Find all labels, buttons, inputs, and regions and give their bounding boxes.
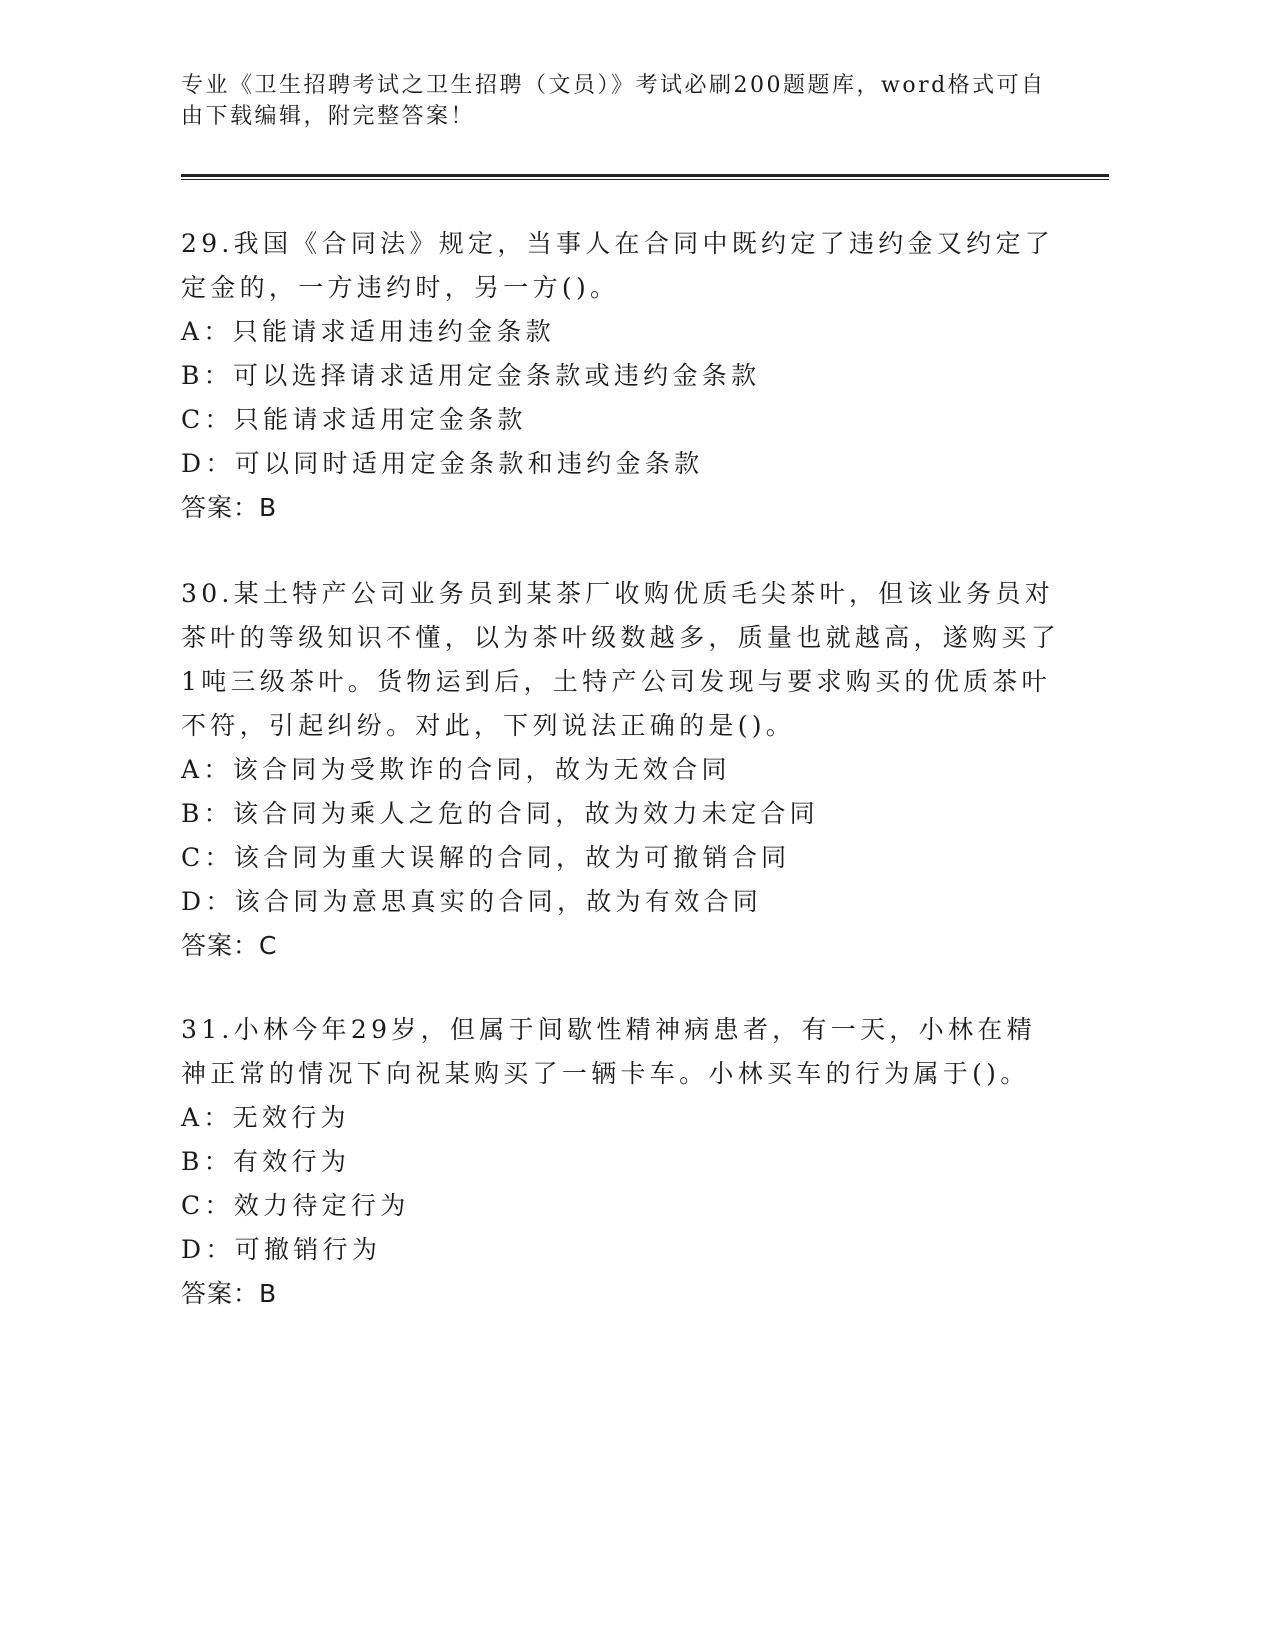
answer: 答案：C — [181, 931, 278, 960]
question-stem: 31.小林今年29岁，但属于间歇性精神病患者，有一天，小林在精神正常的情况下向祝某购买了一辆卡车。小林买车的行为属于()。 — [181, 1015, 1036, 1088]
question-stem: 29.我国《合同法》规定，当事人在合同中既约定了违约金又约定了定金的，一方违约时，另一方()。 — [181, 229, 1055, 302]
option-b: B：可以选择请求适用定金条款或违约金条款 — [181, 361, 761, 390]
header-divider-thin — [181, 179, 1109, 180]
option-d: D：可撤销行为 — [181, 1235, 382, 1264]
option-c: C：效力待定行为 — [181, 1191, 410, 1220]
answer: 答案：B — [181, 1279, 278, 1308]
header-divider-thick — [181, 174, 1109, 177]
question-31 — [181, 1008, 1061, 1316]
question-29 — [181, 222, 1061, 530]
option-c: C：只能请求适用定金条款 — [181, 405, 527, 434]
answer: 答案：B — [181, 493, 278, 522]
option-a: A：该合同为受欺诈的合同，故为无效合同 — [181, 755, 731, 784]
document-intro: 专业《卫生招聘考试之卫生招聘（文员）》考试必刷200题题库，word格式可自由下载编辑，附完整答案！ — [181, 73, 1046, 129]
option-a: A：无效行为 — [181, 1103, 350, 1132]
question-30 — [181, 572, 1061, 968]
question-stem: 30.某土特产公司业务员到某茶厂收购优质毛尖茶叶，但该业务员对茶叶的等级知识不懂，以为茶叶级数越多，质量也就越高，遂购买了1吨三级茶叶。货物运到后，土特产公司发现与要求购买的优质茶叶不符，引起纠纷。对此，下列说法正确的是()。 — [181, 579, 1061, 740]
option-b: B：有效行为 — [181, 1147, 351, 1176]
option-d: D：可以同时适用定金条款和违约金条款 — [181, 449, 704, 478]
option-a: A：只能请求适用违约金条款 — [181, 317, 555, 346]
option-d: D：该合同为意思真实的合同，故为有效合同 — [181, 887, 763, 916]
option-c: C：该合同为重大误解的合同，故为可撤销合同 — [181, 843, 791, 872]
option-b: B：该合同为乘人之危的合同，故为效力未定合同 — [181, 799, 819, 828]
